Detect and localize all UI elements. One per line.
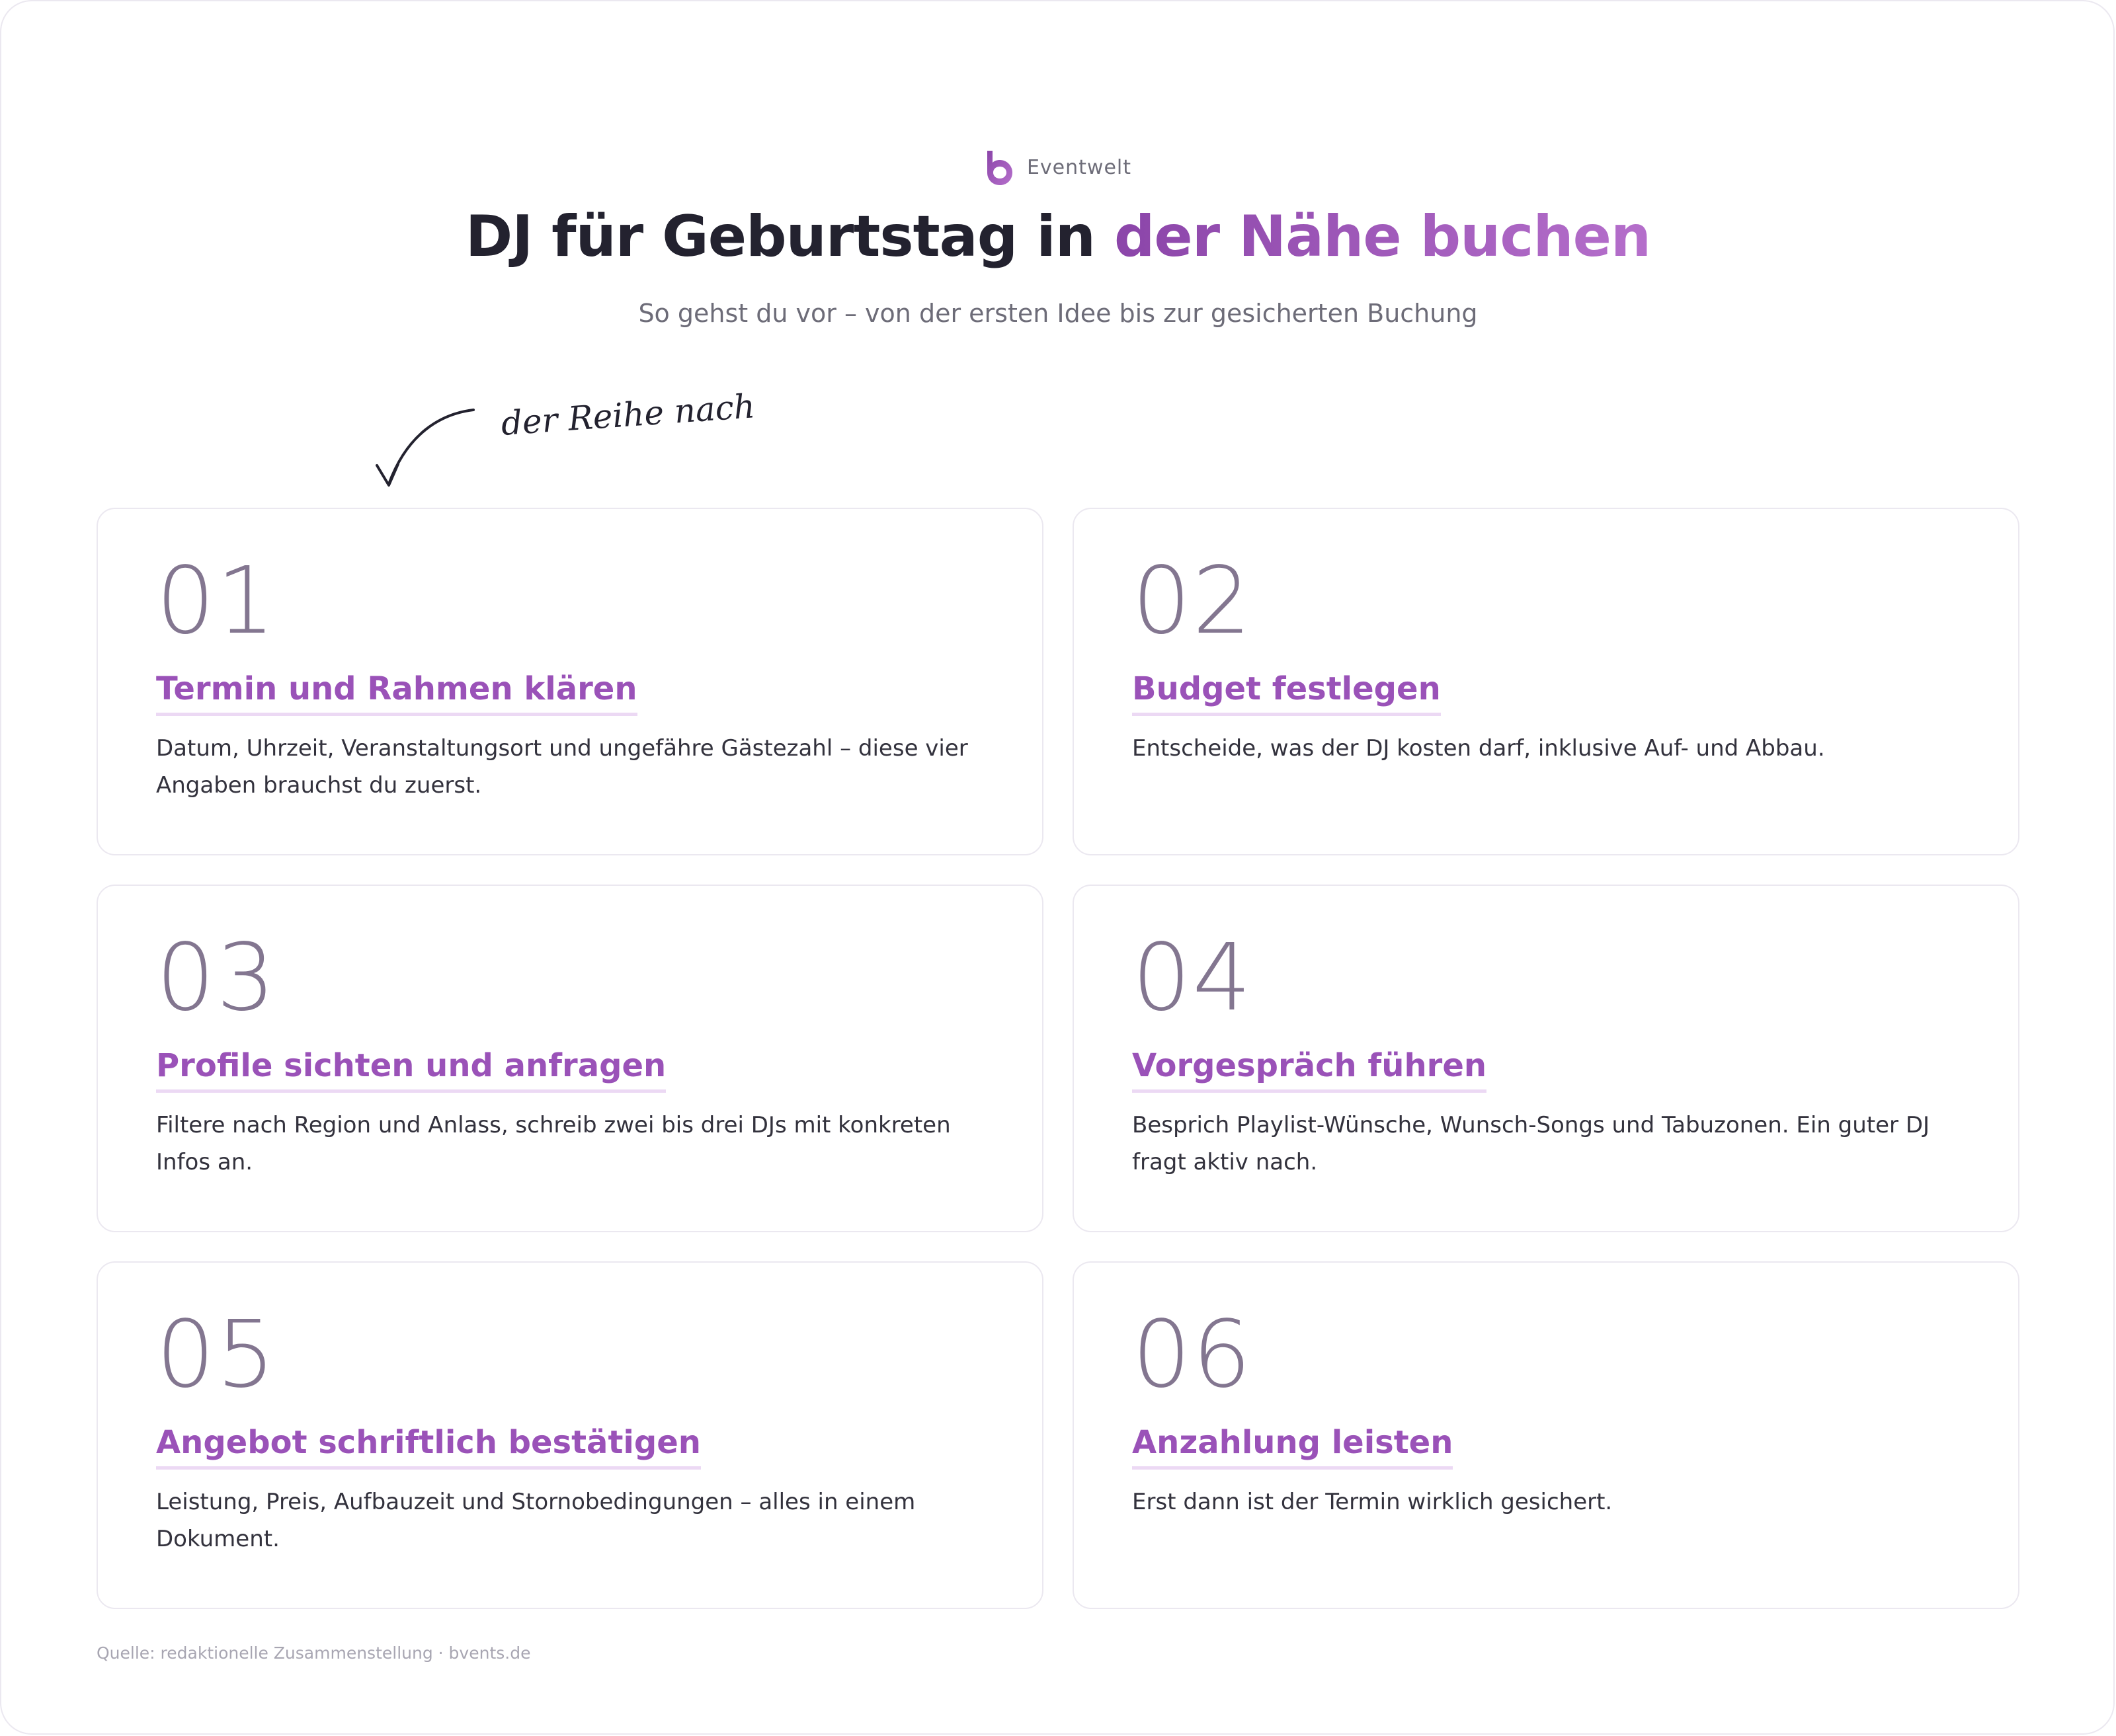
brand-name: Eventwelt [1026,155,1132,179]
title-plain: DJ für Geburtstag in [465,204,1095,270]
step-title: Budget festlegen [1132,670,1441,716]
step-description: Filtere nach Region und Anlass, schreib zwei bis drei DJs mit konkreten Infos an. [156,1112,951,1175]
brand [0,148,2116,186]
step-description: Entscheide, was der DJ kosten darf, inklusive Auf- und Abbau. [1132,735,1825,762]
step-number: 05 [156,1301,277,1409]
step-number: 02 [1132,547,1253,655]
step-number: 03 [156,924,277,1032]
step-title: Termin und Rahmen klären [156,670,637,716]
annotation-label: der Reihe nach [499,387,756,443]
step-title: Anzahlung leisten [1132,1424,1453,1470]
step-title: Vorgespräch führen [1132,1047,1486,1093]
step-description: Datum, Uhrzeit, Veranstaltungsort und ungefähre Gästezahl – diese vier Angaben brauchst du zuerst. [156,735,968,799]
step-description: Erst dann ist der Termin wirklich gesichert. [1132,1489,1613,1515]
step-title: Profile sichten und anfragen [156,1047,666,1093]
page-title [0,204,2116,270]
source-note: Quelle: redaktionelle Zusammenstellung · bvents.de [97,1643,531,1663]
step-description: Besprich Playlist-Wünsche, Wunsch-Songs und Tabuzonen. Ein guter DJ fragt aktiv nach. [1132,1112,1930,1175]
step-description: Leistung, Preis, Aufbauzeit und Stornobedingungen – alles in einem Dokument. [156,1489,916,1552]
curved-arrow-icon [368,401,480,491]
step-card-1 [97,508,1043,855]
step-number: 04 [1132,924,1253,1032]
step-card-4 [1073,885,2019,1232]
step-card-6 [1073,1261,2019,1609]
title-highlight: der Nähe buchen [1114,204,1651,270]
step-title: Angebot schriftlich bestätigen [156,1424,701,1470]
step-card-2 [1073,508,2019,855]
step-card-3 [97,885,1043,1232]
step-number: 06 [1132,1301,1253,1409]
b-logo-icon [985,148,1015,186]
step-card-5 [97,1261,1043,1609]
page-subtitle: So gehst du vor – von der ersten Idee bis zur gesicherten Buchung [638,299,1478,328]
step-number: 01 [156,547,277,655]
